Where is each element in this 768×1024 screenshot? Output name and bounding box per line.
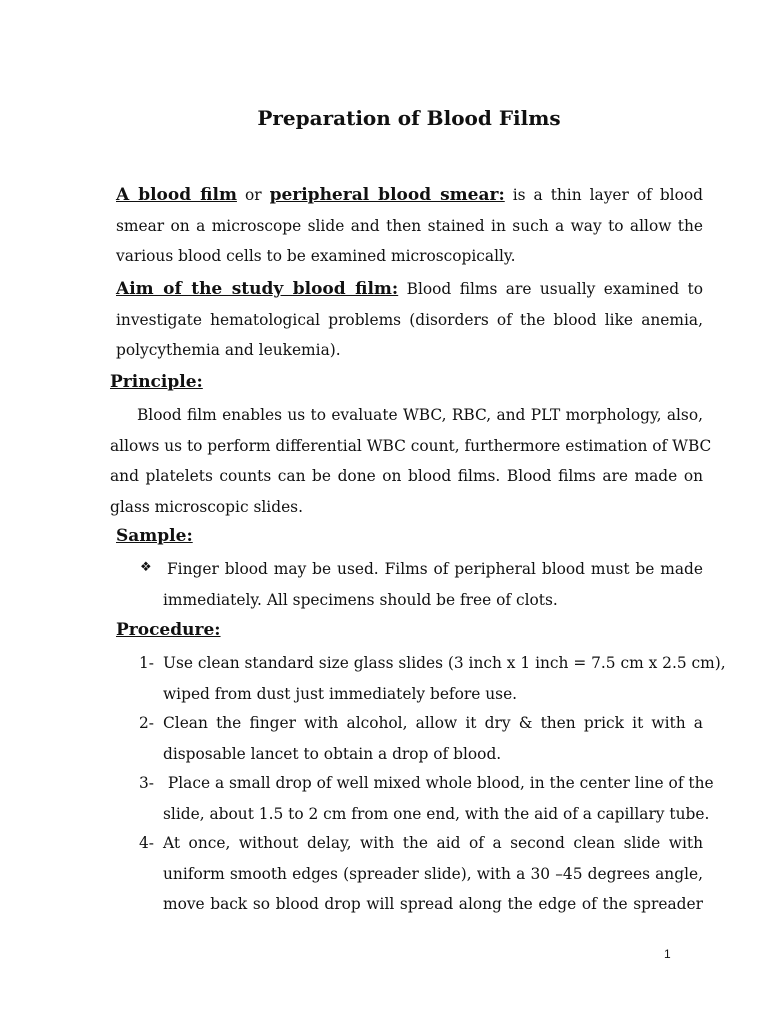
aim-line-1: [116, 274, 703, 305]
page-title: Preparation of Blood Films: [257, 106, 561, 130]
step-3-line-2: slide, about 1.5 to 2 cm from one end, with the aid of a capillary tube.: [163, 804, 710, 823]
step-3-text: [163, 768, 714, 829]
step-1-number: 1-: [139, 654, 154, 672]
step-2-line-1: Clean the finger with alcohol, allow it dry & then prick it with a: [163, 714, 703, 732]
term-blood-film: A blood film: [116, 185, 237, 205]
principle-line-1: Blood film enables us to evaluate WBC, RBC, and PLT morphology, also,: [137, 406, 703, 424]
procedure-heading: Procedure:: [116, 620, 221, 640]
aim-line-3: polycythemia and leukemia).: [116, 341, 341, 359]
principle-line-2: allows us to perform differential WBC count, furthermore estimation of WBC: [110, 436, 712, 455]
step-4-text: [163, 828, 703, 920]
step-2-number: 2-: [139, 714, 154, 732]
step-1-text: [163, 648, 726, 709]
diamond-bullet-icon: ❖: [140, 560, 152, 575]
step-4-number: 4-: [139, 834, 154, 852]
sample-heading: Sample:: [116, 526, 193, 546]
step-4-line-1: At once, without delay, with the aid of a second clean slide with: [163, 834, 703, 852]
sample-line-1: Finger blood may be used. Films of peripheral blood must be made: [167, 560, 703, 578]
term-aim: Aim of the study blood film:: [116, 279, 399, 299]
principle-line-3: and platelets counts can be done on blood films. Blood films are made on: [110, 467, 703, 485]
definition-line-1-rest: is a thin layer of blood: [512, 186, 703, 204]
or-text: or: [244, 186, 262, 204]
page-number: 1: [664, 947, 671, 961]
principle-heading: Principle:: [110, 372, 203, 392]
aim-line-1-rest: Blood films are usually examined to: [406, 280, 704, 298]
definition-line-2: smear on a microscope slide and then stained in such a way to allow the: [116, 216, 703, 235]
principle-paragraph: [110, 400, 712, 522]
definition-paragraph: [116, 180, 703, 272]
step-4-line-2: uniform smooth edges (spreader slide), with a 30 –45 degrees angle,: [163, 864, 703, 883]
step-3-line-1: Place a small drop of well mixed whole blood, in the center line of the: [163, 774, 714, 792]
step-1-line-1: Use clean standard size glass slides (3 inch x 1 inch = 7.5 cm x 2.5 cm),: [163, 654, 726, 672]
aim-paragraph: [116, 274, 703, 366]
principle-line-4: glass microscopic slides.: [110, 497, 303, 516]
sample-line-2: immediately. All specimens should be free of clots.: [163, 590, 558, 609]
step-2-text: [163, 708, 703, 769]
step-4-line-3: move back so blood drop will spread along the edge of the spreader: [163, 895, 703, 913]
term-peripheral-blood-smear: peripheral blood smear:: [269, 185, 505, 205]
step-3-number: 3-: [139, 774, 154, 792]
definition-line-3: various blood cells to be examined microscopically.: [116, 247, 516, 265]
step-2-line-2: disposable lancet to obtain a drop of blood.: [163, 744, 502, 763]
definition-line-1: [116, 180, 703, 211]
sample-paragraph: [163, 554, 703, 615]
aim-line-2: investigate hematological problems (disorders of the blood like anemia,: [116, 310, 703, 329]
step-1-line-2: wiped from dust just immediately before use.: [163, 684, 518, 703]
